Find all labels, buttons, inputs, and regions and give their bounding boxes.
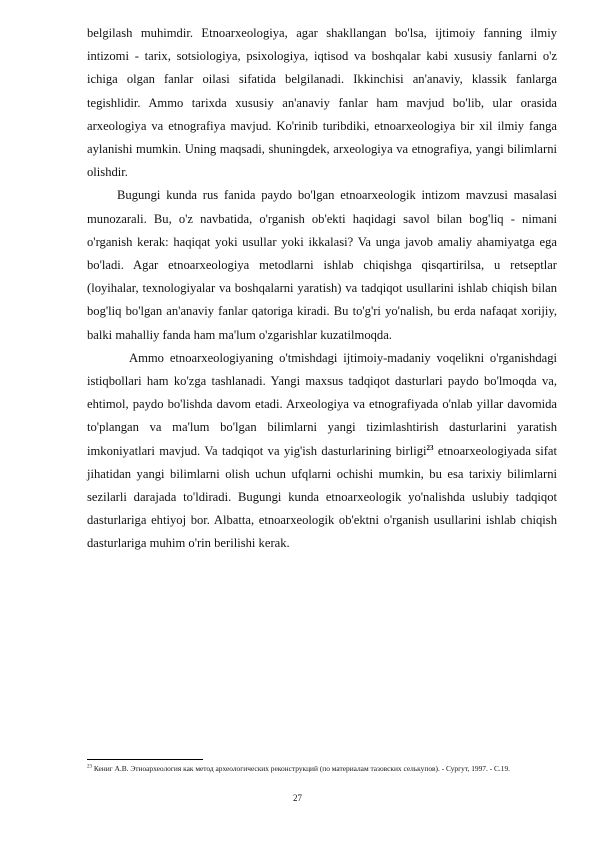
- page-number: 27: [293, 793, 302, 803]
- footnote-text: Кениг А.В. Этноархеология как метод археологических реконструкций (по материалам тазовских селькупов). - Сургут, 1997. - С.19.: [92, 764, 511, 773]
- body-text: [87, 22, 557, 556]
- footnote-marker: 23: [87, 764, 92, 770]
- footnote: [87, 763, 547, 775]
- paragraph-2: Bugungi kunda rus fanida paydo bo'lgan etnoarxeologik intizom mavzusi masalasi munozarali. Bu, o'z navbatida, o'rganish ob'ekti haqidagi savol bilan bog'liq - nimani o'rganish kerak: haqiqat yoki usullar yoki ikkalasi? Va unga javob amaliy ahamiyatga ega bo'ladi. Agar etnoarxeologiya metodlarni ishlab chiqishga qisqartirilsa, u retseptlar (loyihalar, texnologiyalar va boshqalarni yaratish) va tadqiqot usullarini ishlab chiqish bilan bog'liq bo'lgan an'anaviy fanlar qatoriga kiradi. Bu to'g'ri yo'nalish, bu erda nafaqat xorijiy, balki mahalliy fanda ham ma'lum o'zgarishlar kuzatilmoqda.: [87, 188, 557, 342]
- footnote-separator: [87, 759, 203, 760]
- paragraph-3: [87, 347, 557, 556]
- paragraph-3-part-2: etnoarxeologiyada sifat jihatidan yangi bilimlarni olish uchun ufqlarni ochishi mumkin, bu esa tarixiy bilimlarni sezilarli darajada to'ldiradi. Bugungi kunda etnoarxeologik yo'nalishda uslubiy tadqiqot dasturlariga ehtiyoj bor. Albatta, etnoarxeologik ob'ektni o'rganish usullarini ishlab chiqish dasturlariga muhim o'rin berilishi kerak.: [87, 443, 557, 551]
- paragraph-3-part-1: Ammo etnoarxeologiyaning o'tmishdagi ijtimoiy-madaniy voqelikni o'rganishdagi istiqbollari ham ko'zga tashlanadi. Yangi maxsus tadqiqot dasturlari paydo bo'lmoqda va, ehtimol, paydo bo'lishda davom etadi. Arxeologiya va etnografiyada o'nlab yillar davomida to'plangan va ma'lum bo'lgan bilimlarni yangi tizimlashtirish dasturlarini yaratish imkoniyatlari mavjud. Va tadqiqot va yig'ish dasturlarining birligi: [87, 350, 557, 458]
- paragraph-1: belgilash muhimdir. Etnoarxeologiya, agar shakllangan bo'lsa, ijtimoiy fanning ilmiy intizomi - tarix, sotsiologiya, psixologiya, iqtisod va boshqalar kabi xususiy fanlarni o'z ichiga olgan fanlar oilasi sifatida belgilanadi. Ikkinchisi an'anaviy, klassik fanlarga tegishlidir. Ammo tarixda xususiy an'anaviy fanlar ham mavjud bo'lib, ular orasida arxeologiya va etnografiya mavjud. Ko'rinib turibdiki, etnoarxeologiya bir xil ilmiy fanga aylanishi mumkin. Uning maqsadi, shuningdek, arxeologiya va etnografiya, yangi bilimlarni olishdir.: [87, 26, 557, 180]
- footnote-reference[interactable]: 23: [426, 443, 434, 452]
